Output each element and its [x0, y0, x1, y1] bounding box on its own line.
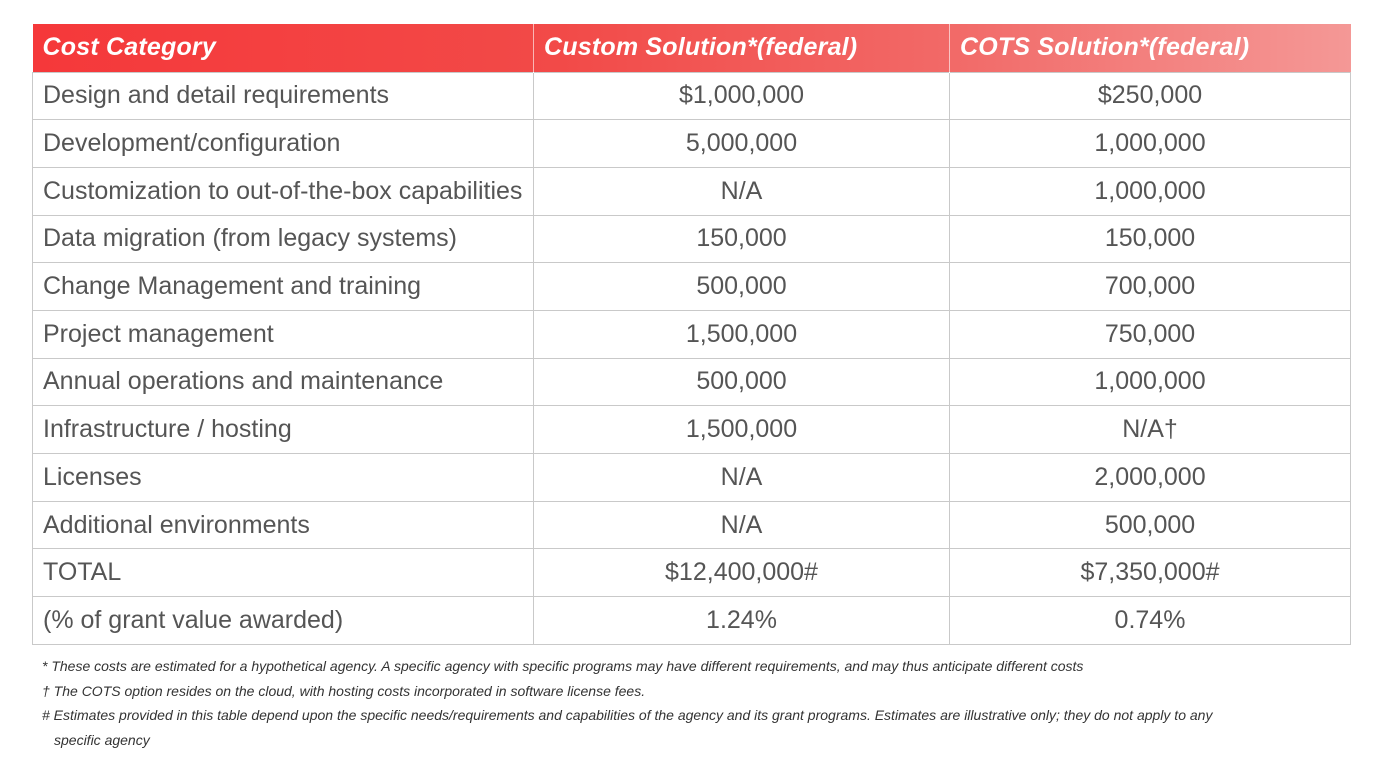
footnotes — [42, 654, 1342, 752]
row-custom-value: N/A — [534, 454, 950, 502]
row-cots-value: $7,350,000# — [950, 549, 1351, 597]
table-row — [33, 215, 1351, 263]
row-category: Change Management and training — [33, 263, 534, 311]
table-row — [33, 120, 1351, 168]
row-custom-value: 1.24% — [534, 597, 950, 645]
row-custom-value: 1,500,000 — [534, 406, 950, 454]
table-row — [33, 358, 1351, 406]
row-category: Annual operations and maintenance — [33, 358, 534, 406]
row-custom-value: 5,000,000 — [534, 120, 950, 168]
row-category: Customization to out-of-the-box capabilities — [33, 167, 534, 215]
header-cost-category: Cost Category — [33, 24, 534, 72]
row-cots-value: 150,000 — [950, 215, 1351, 263]
row-cots-value: 500,000 — [950, 501, 1351, 549]
row-category: Project management — [33, 310, 534, 358]
row-cots-value: 1,000,000 — [950, 358, 1351, 406]
table-row — [33, 167, 1351, 215]
row-category: Infrastructure / hosting — [33, 406, 534, 454]
cost-comparison-table-container — [32, 24, 1350, 645]
row-custom-value: 500,000 — [534, 263, 950, 311]
cost-comparison-table — [32, 24, 1351, 645]
table-row-total — [33, 549, 1351, 597]
table-row — [33, 310, 1351, 358]
header-cots-solution: COTS Solution*(federal) — [960, 33, 1250, 62]
row-custom-value: N/A — [534, 167, 950, 215]
row-cots-value: 1,000,000 — [950, 167, 1351, 215]
row-cots-value: 2,000,000 — [950, 454, 1351, 502]
row-category: Licenses — [33, 454, 534, 502]
table-row — [33, 72, 1351, 120]
row-cots-value: $250,000 — [950, 72, 1351, 120]
table-row — [33, 406, 1351, 454]
row-cots-value: 0.74% — [950, 597, 1351, 645]
row-custom-value: N/A — [534, 501, 950, 549]
row-category: TOTAL — [33, 549, 534, 597]
row-custom-value: $12,400,000# — [534, 549, 950, 597]
row-cots-value: 700,000 — [950, 263, 1351, 311]
row-cots-value: 750,000 — [950, 310, 1351, 358]
table-row — [33, 454, 1351, 502]
footnote-hash-continued: specific agency — [54, 731, 150, 748]
row-category: (% of grant value awarded) — [33, 597, 534, 645]
row-cots-value: 1,000,000 — [950, 120, 1351, 168]
row-custom-value: $1,000,000 — [534, 72, 950, 120]
footnote-asterisk: * These costs are estimated for a hypothetical agency. A specific agency with specific programs may have different requirements, and may thus anticipate different costs — [42, 658, 1084, 674]
row-category: Additional environments — [33, 501, 534, 549]
row-category: Data migration (from legacy systems) — [33, 215, 534, 263]
footnote-hash: # Estimates provided in this table depend upon the specific needs/requirements and capabilities of the agency and its grant programs. Estimates are illustrative only; they do not apply to any — [42, 707, 1213, 723]
table-row — [33, 501, 1351, 549]
footnote-dagger: † The COTS option resides on the cloud, with hosting costs incorporated in software license fees. — [42, 682, 646, 699]
table-row-percent — [33, 597, 1351, 645]
row-category: Design and detail requirements — [33, 72, 534, 120]
header-custom-solution: Custom Solution*(federal) — [534, 24, 950, 72]
row-custom-value: 150,000 — [534, 215, 950, 263]
row-cots-value: N/A† — [950, 406, 1351, 454]
table-row — [33, 263, 1351, 311]
row-custom-value: 1,500,000 — [534, 310, 950, 358]
row-custom-value: 500,000 — [534, 358, 950, 406]
table-header-row — [33, 24, 1351, 72]
row-category: Development/configuration — [33, 120, 534, 168]
